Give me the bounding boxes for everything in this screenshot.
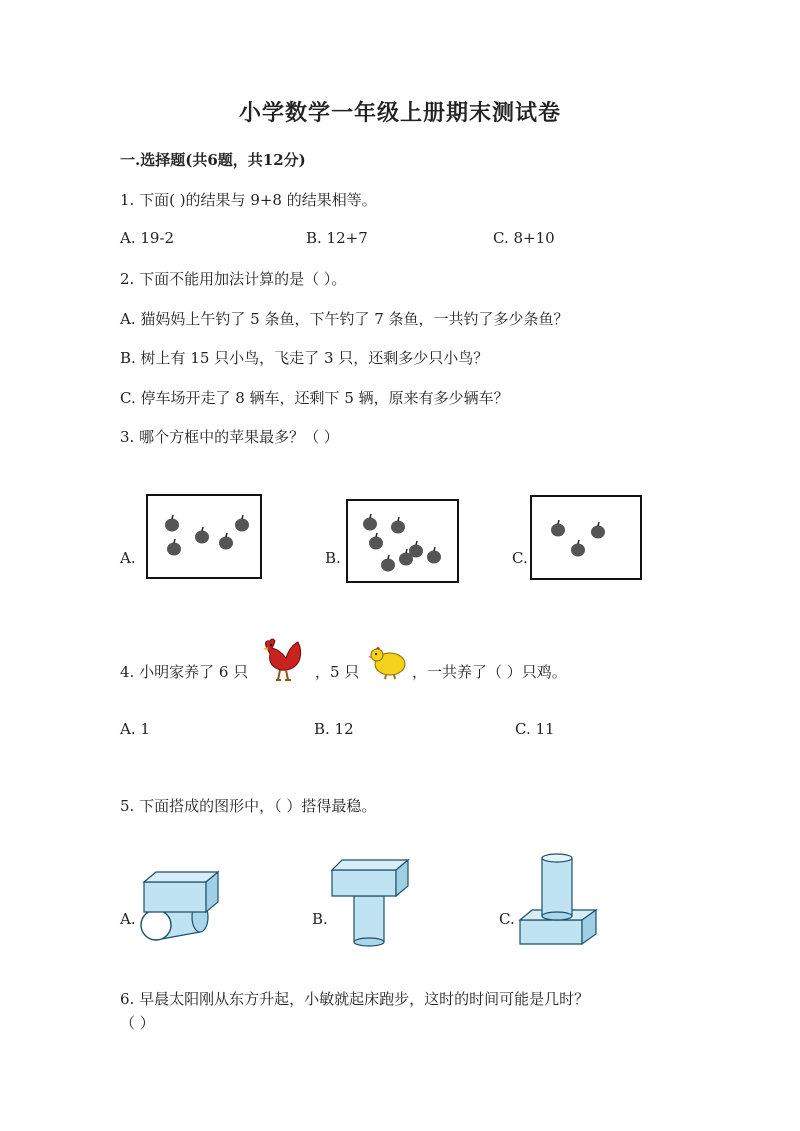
shape-b-block-on-cylinder bbox=[328, 856, 412, 948]
q3-apple-box-c bbox=[530, 495, 642, 580]
q5-option-c-label: C. bbox=[499, 910, 515, 928]
apple-icon bbox=[568, 539, 588, 559]
q3-option-a-label: A. bbox=[120, 549, 136, 567]
shape-c-cylinder-on-block bbox=[516, 850, 600, 948]
apple-icon bbox=[366, 532, 386, 552]
q2-stem: 2. 下面不能用加法计算的是（ ）。 bbox=[120, 270, 347, 288]
apple-icon bbox=[216, 532, 236, 552]
q5-option-a-label: A. bbox=[120, 910, 136, 928]
q3-apple-box-b bbox=[346, 499, 459, 583]
shape-a-cylinder-under-block bbox=[136, 866, 228, 946]
q5-stem: 5. 下面搭成的图形中，（ ）搭得最稳。 bbox=[120, 797, 377, 815]
hen-icon bbox=[368, 644, 408, 680]
q3-option-c-label: C. bbox=[512, 549, 528, 567]
q4-option-b: B. 12 bbox=[314, 720, 354, 738]
section-heading: 一.选择题(共6题，共12分) bbox=[120, 151, 306, 169]
q4-option-a: A. 1 bbox=[120, 720, 150, 738]
apple-icon bbox=[360, 513, 380, 533]
rooster-icon bbox=[260, 636, 304, 682]
q4-stem-part2: ，5 只 bbox=[315, 663, 360, 681]
apple-icon bbox=[396, 548, 416, 568]
apple-icon bbox=[388, 516, 408, 536]
apple-icon bbox=[164, 538, 184, 558]
apple-icon bbox=[192, 526, 212, 546]
page-title: 小学数学一年级上册期末测试卷 bbox=[238, 100, 561, 126]
apple-icon bbox=[424, 546, 444, 566]
q4-stem-part3: ，一共养了（ ）只鸡。 bbox=[412, 663, 567, 681]
q2-option-c: C. 停车场开走了 8 辆车，还剩下 5 辆，原来有多少辆车？ bbox=[120, 389, 509, 407]
q1-option-a: A. 19-2 bbox=[120, 229, 175, 247]
q6-stem: 6. 早晨太阳刚从东方升起，小敏就起床跑步，这时的时间可能是几时？ bbox=[120, 990, 590, 1008]
q1-option-c: C. 8+10 bbox=[493, 229, 555, 247]
q3-apple-box-a bbox=[146, 494, 262, 579]
q4-stem-part1: 4. 小明家养了 6 只 bbox=[120, 663, 249, 681]
q3-option-b-label: B. bbox=[325, 549, 341, 567]
q4-option-c: C. 11 bbox=[515, 720, 555, 738]
apple-icon bbox=[378, 554, 398, 574]
apple-icon bbox=[162, 514, 182, 534]
apple-icon bbox=[232, 514, 252, 534]
q2-option-b: B. 树上有 15 只小鸟，飞走了 3 只，还剩多少只小鸟？ bbox=[120, 349, 489, 367]
q6-answer-paren: （ ） bbox=[120, 1014, 155, 1032]
apple-icon bbox=[588, 521, 608, 541]
q5-option-b-label: B. bbox=[312, 910, 328, 928]
q1-option-b: B. 12+7 bbox=[306, 229, 368, 247]
q2-option-a: A. 猫妈妈上午钓了 5 条鱼，下午钓了 7 条鱼，一共钓了多少条鱼？ bbox=[120, 310, 569, 328]
q3-stem: 3. 哪个方框中的苹果最多？（ ） bbox=[120, 428, 339, 446]
apple-icon bbox=[548, 519, 568, 539]
q1-stem: 1. 下面( )的结果与 9+8 的结果相等。 bbox=[120, 191, 377, 209]
